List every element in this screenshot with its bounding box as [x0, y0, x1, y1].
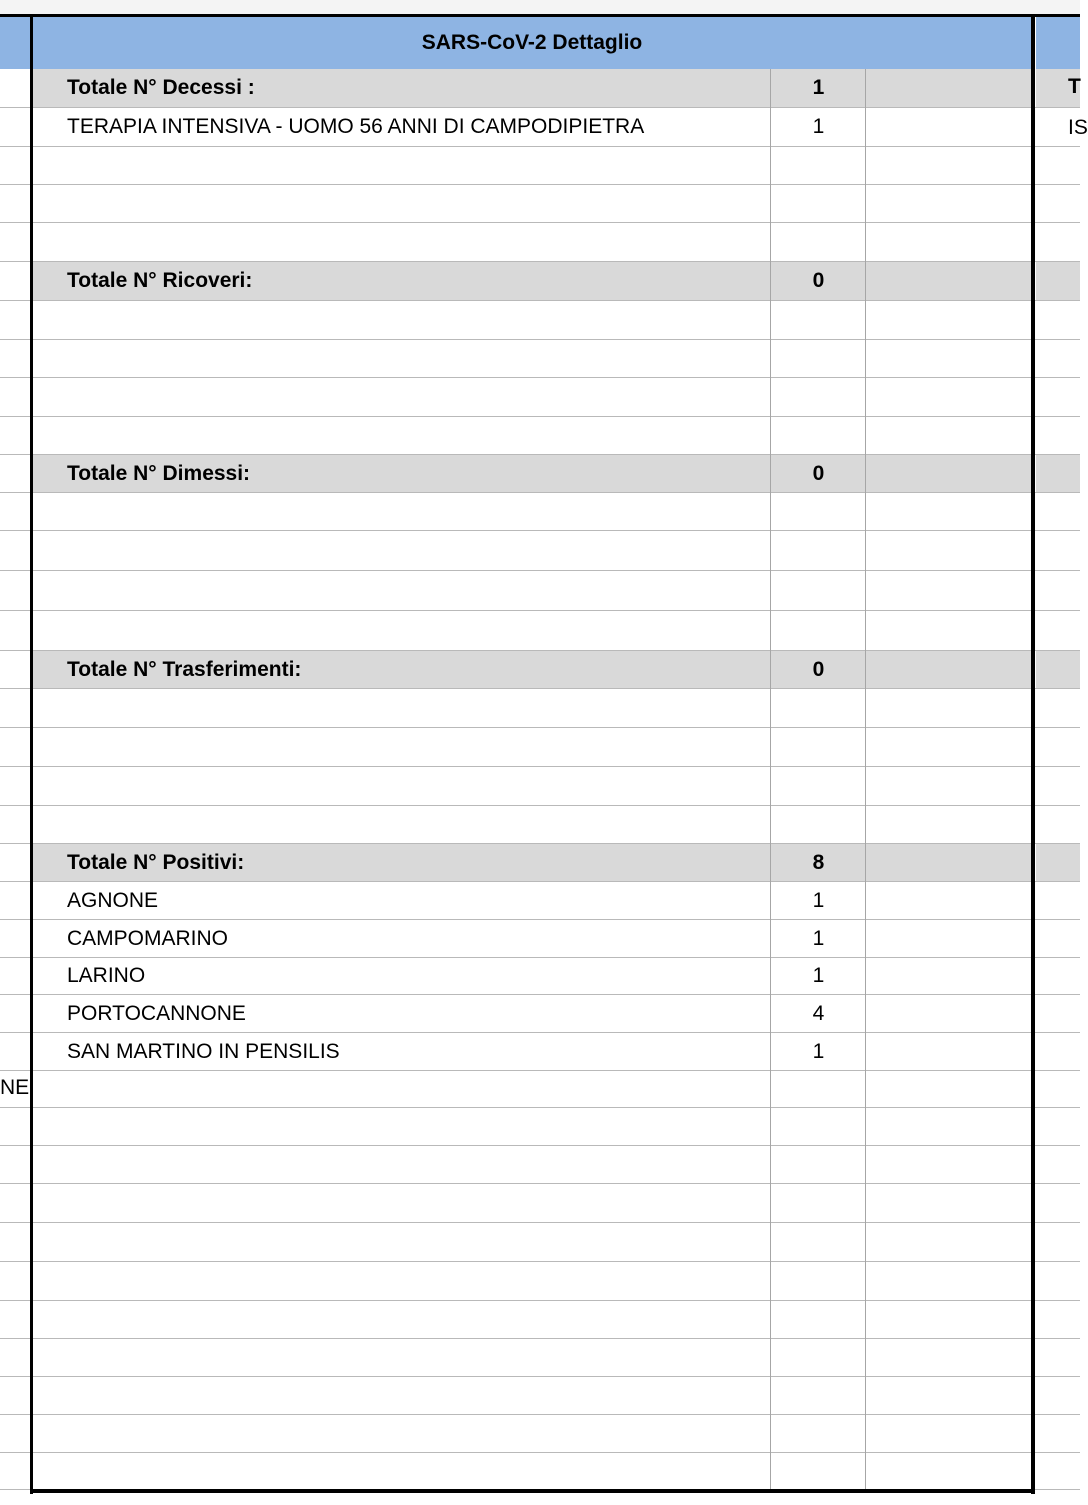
item-value: 1: [812, 926, 825, 950]
table-row: [0, 223, 1080, 262]
section-total: 8: [812, 850, 825, 874]
left-thick-border: [30, 14, 33, 1494]
section-label: Totale N° Dimessi:: [67, 461, 251, 485]
section-total: 0: [812, 657, 825, 681]
section-label: Totale N° Trasferimenti:: [67, 657, 302, 681]
item-value: 1: [812, 115, 825, 138]
right-partial-header: T: [1068, 75, 1081, 98]
table-row: [0, 1223, 1080, 1262]
right-partial-text: IS: [1068, 116, 1088, 139]
table-row: [0, 1453, 1080, 1490]
table-row: [0, 1339, 1080, 1377]
table-title: SARS-CoV-2 Dettaglio: [421, 31, 643, 54]
table-row: [0, 147, 1080, 185]
table-row: [0, 531, 1080, 571]
item-label: LARINO: [67, 964, 146, 987]
table-row: [0, 767, 1080, 806]
left-header-band: [0, 17, 30, 69]
table-row: [0, 995, 1080, 1033]
table-top-border: [0, 14, 1080, 17]
table-row: [0, 1377, 1080, 1415]
section-label: Totale N° Ricoveri:: [67, 269, 253, 292]
item-value: 4: [812, 1001, 825, 1025]
table-row: [0, 689, 1080, 728]
table-row: [0, 1108, 1080, 1146]
right-thick-border: [1031, 14, 1035, 1494]
item-label: CAMPOMARINO: [67, 926, 229, 950]
section-label: Totale N° Decessi :: [67, 76, 255, 99]
section-total: 0: [812, 269, 825, 292]
left-partial-text: NE: [0, 1076, 30, 1099]
table-row: [0, 185, 1080, 223]
section-total: 0: [812, 461, 825, 485]
table-row: [0, 882, 1080, 920]
table-row: [0, 1033, 1080, 1071]
column-divider: [770, 69, 771, 1490]
table-row: [0, 806, 1080, 844]
table-row: [0, 108, 1088, 147]
section-row-trasferimenti: [0, 651, 1080, 689]
table-row: [0, 378, 1080, 417]
table-row: [0, 958, 1080, 995]
item-value: 1: [812, 1039, 825, 1063]
table-row: [0, 1071, 1080, 1108]
table-row: [0, 611, 1080, 651]
table-row: [0, 571, 1080, 611]
table-row: [0, 920, 1080, 958]
section-label: Totale N° Positivi:: [67, 850, 245, 874]
sheet-top-edge: [0, 0, 1080, 15]
item-label: SAN MARTINO IN PENSILIS: [67, 1039, 340, 1063]
item-label: AGNONE: [67, 888, 159, 912]
table-row: [0, 493, 1080, 531]
table-row: [0, 1146, 1080, 1184]
table-row: [0, 728, 1080, 767]
table-row: [0, 301, 1080, 340]
section-row-positivi: [0, 844, 1080, 882]
table-row: [0, 417, 1080, 455]
table-row: [0, 1301, 1080, 1339]
item-value: 1: [812, 888, 825, 912]
column-divider: [865, 69, 866, 1490]
section-total: 1: [812, 76, 825, 99]
table-row: [0, 1184, 1080, 1223]
section-row-decessi: [0, 69, 1080, 108]
section-row-dimessi: [0, 455, 1080, 493]
table-bottom-border: [30, 1489, 1035, 1493]
table-row: [0, 1262, 1080, 1301]
table-row: [0, 340, 1080, 378]
item-label: TERAPIA INTENSIVA - UOMO 56 ANNI DI CAMPODIPIETRA: [67, 115, 645, 138]
section-row-ricoveri: [0, 262, 1080, 301]
table-row: [0, 1415, 1080, 1453]
right-header-band: [1036, 17, 1080, 69]
item-label: PORTOCANNONE: [67, 1001, 246, 1025]
item-value: 1: [812, 964, 825, 987]
